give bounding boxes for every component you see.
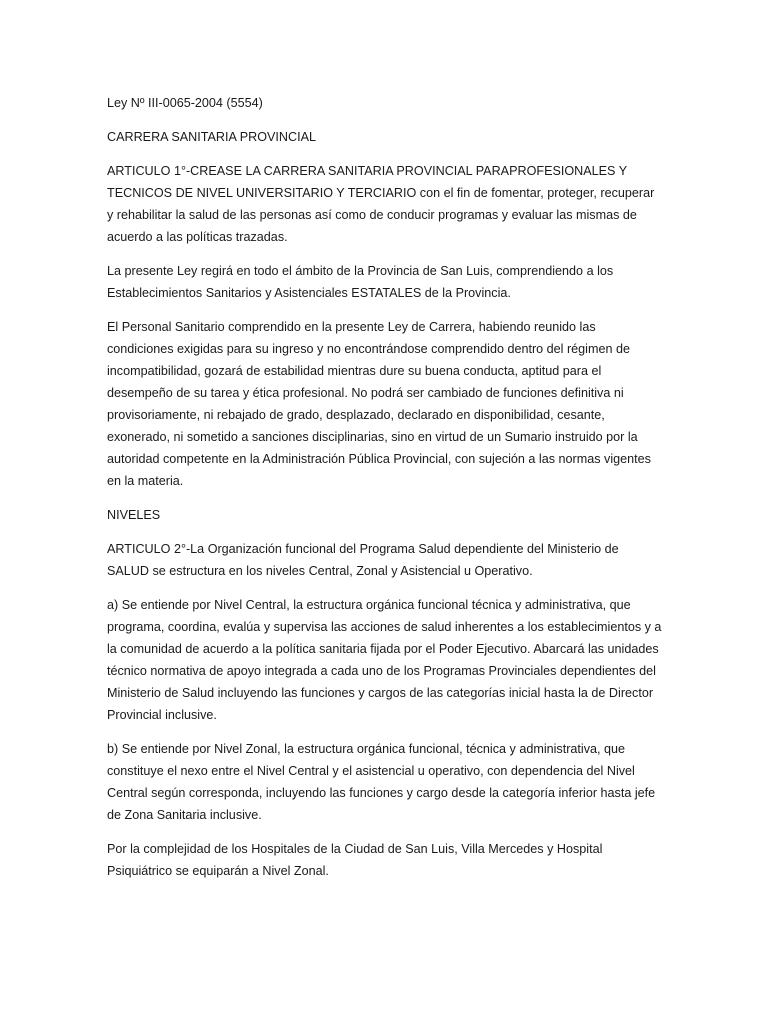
law-number: Ley Nº III-0065-2004 (5554) xyxy=(107,96,263,110)
hospitales-paragraph: Por la complejidad de los Hospitales de la Ciudad de San Luis, Villa Mercedes y Hospital Psiquiátrico se equiparán a Nivel Zonal. xyxy=(107,842,603,878)
document-body xyxy=(107,92,663,894)
scope-paragraph: La presente Ley regirá en todo el ámbito de la Provincia de San Luis, comprendiendo a los Establecimientos Sanitarios y Asistenciales ESTATALES de la Provincia. xyxy=(107,264,614,300)
nivel-central-paragraph: a) Se entiende por Nivel Central, la estructura orgánica funcional técnica y administrativa, que programa, coordina, evalúa y supervisa las acciones de salud inherentes a los establecimientos y a la comunidad de acuerdo a la política sanitaria fijada por el Poder Ejecutivo. Abarcará las unidades técnico normativa de apoyo integrada a cada uno de los Programas Provinciales dependientes del Ministerio de Salud incluyendo las funciones y cargos de las categorías inicial hasta la de Director Provincial inclusive. xyxy=(107,598,662,722)
nivel-zonal-paragraph: b) Se entiende por Nivel Zonal, la estructura orgánica funcional, técnica y administrativa, que constituye el nexo entre el Nivel Central y el asistencial u operativo, con dependencia del Nivel Central según corresponda, incluyendo las funciones y cargo desde la categoría inferior hasta jefe de Zona Sanitaria inclusive. xyxy=(107,742,656,822)
document-title: CARRERA SANITARIA PROVINCIAL xyxy=(107,130,317,144)
article-2-paragraph: ARTICULO 2°-La Organización funcional del Programa Salud dependiente del Ministerio de SALUD se estructura en los niveles Central, Zonal y Asistencial u Operativo. xyxy=(107,542,619,578)
personnel-paragraph: El Personal Sanitario comprendido en la presente Ley de Carrera, habiendo reunido las condiciones exigidas para su ingreso y no encontrándose comprendido dentro del régimen de incompatibilidad, gozará de estabilidad mientras dure su buena conducta, aptitud para el desempeño de su tarea y ética profesional. No podrá ser cambiado de funciones definitiva ni provisoriamente, ni rebajado de grado, desplazado, declarado en disponibilidad, cesante, exonerado, ni sometido a sanciones disciplinarias, sino en virtud de un Sumario instruido por la autoridad competente en la Administración Pública Provincial, con sujeción a las normas vigentes en la materia. xyxy=(107,320,651,488)
article-1-paragraph: ARTICULO 1°-CREASE LA CARRERA SANITARIA PROVINCIAL PARAPROFESIONALES Y TECNICOS DE NIVEL UNIVERSITARIO Y TERCIARIO con el fin de fomentar, proteger, recuperar y rehabilitar la salud de las personas así como de conducir programas y evaluar las mismas de acuerdo a las políticas trazadas. xyxy=(107,164,655,244)
section-heading-niveles: NIVELES xyxy=(107,508,161,522)
